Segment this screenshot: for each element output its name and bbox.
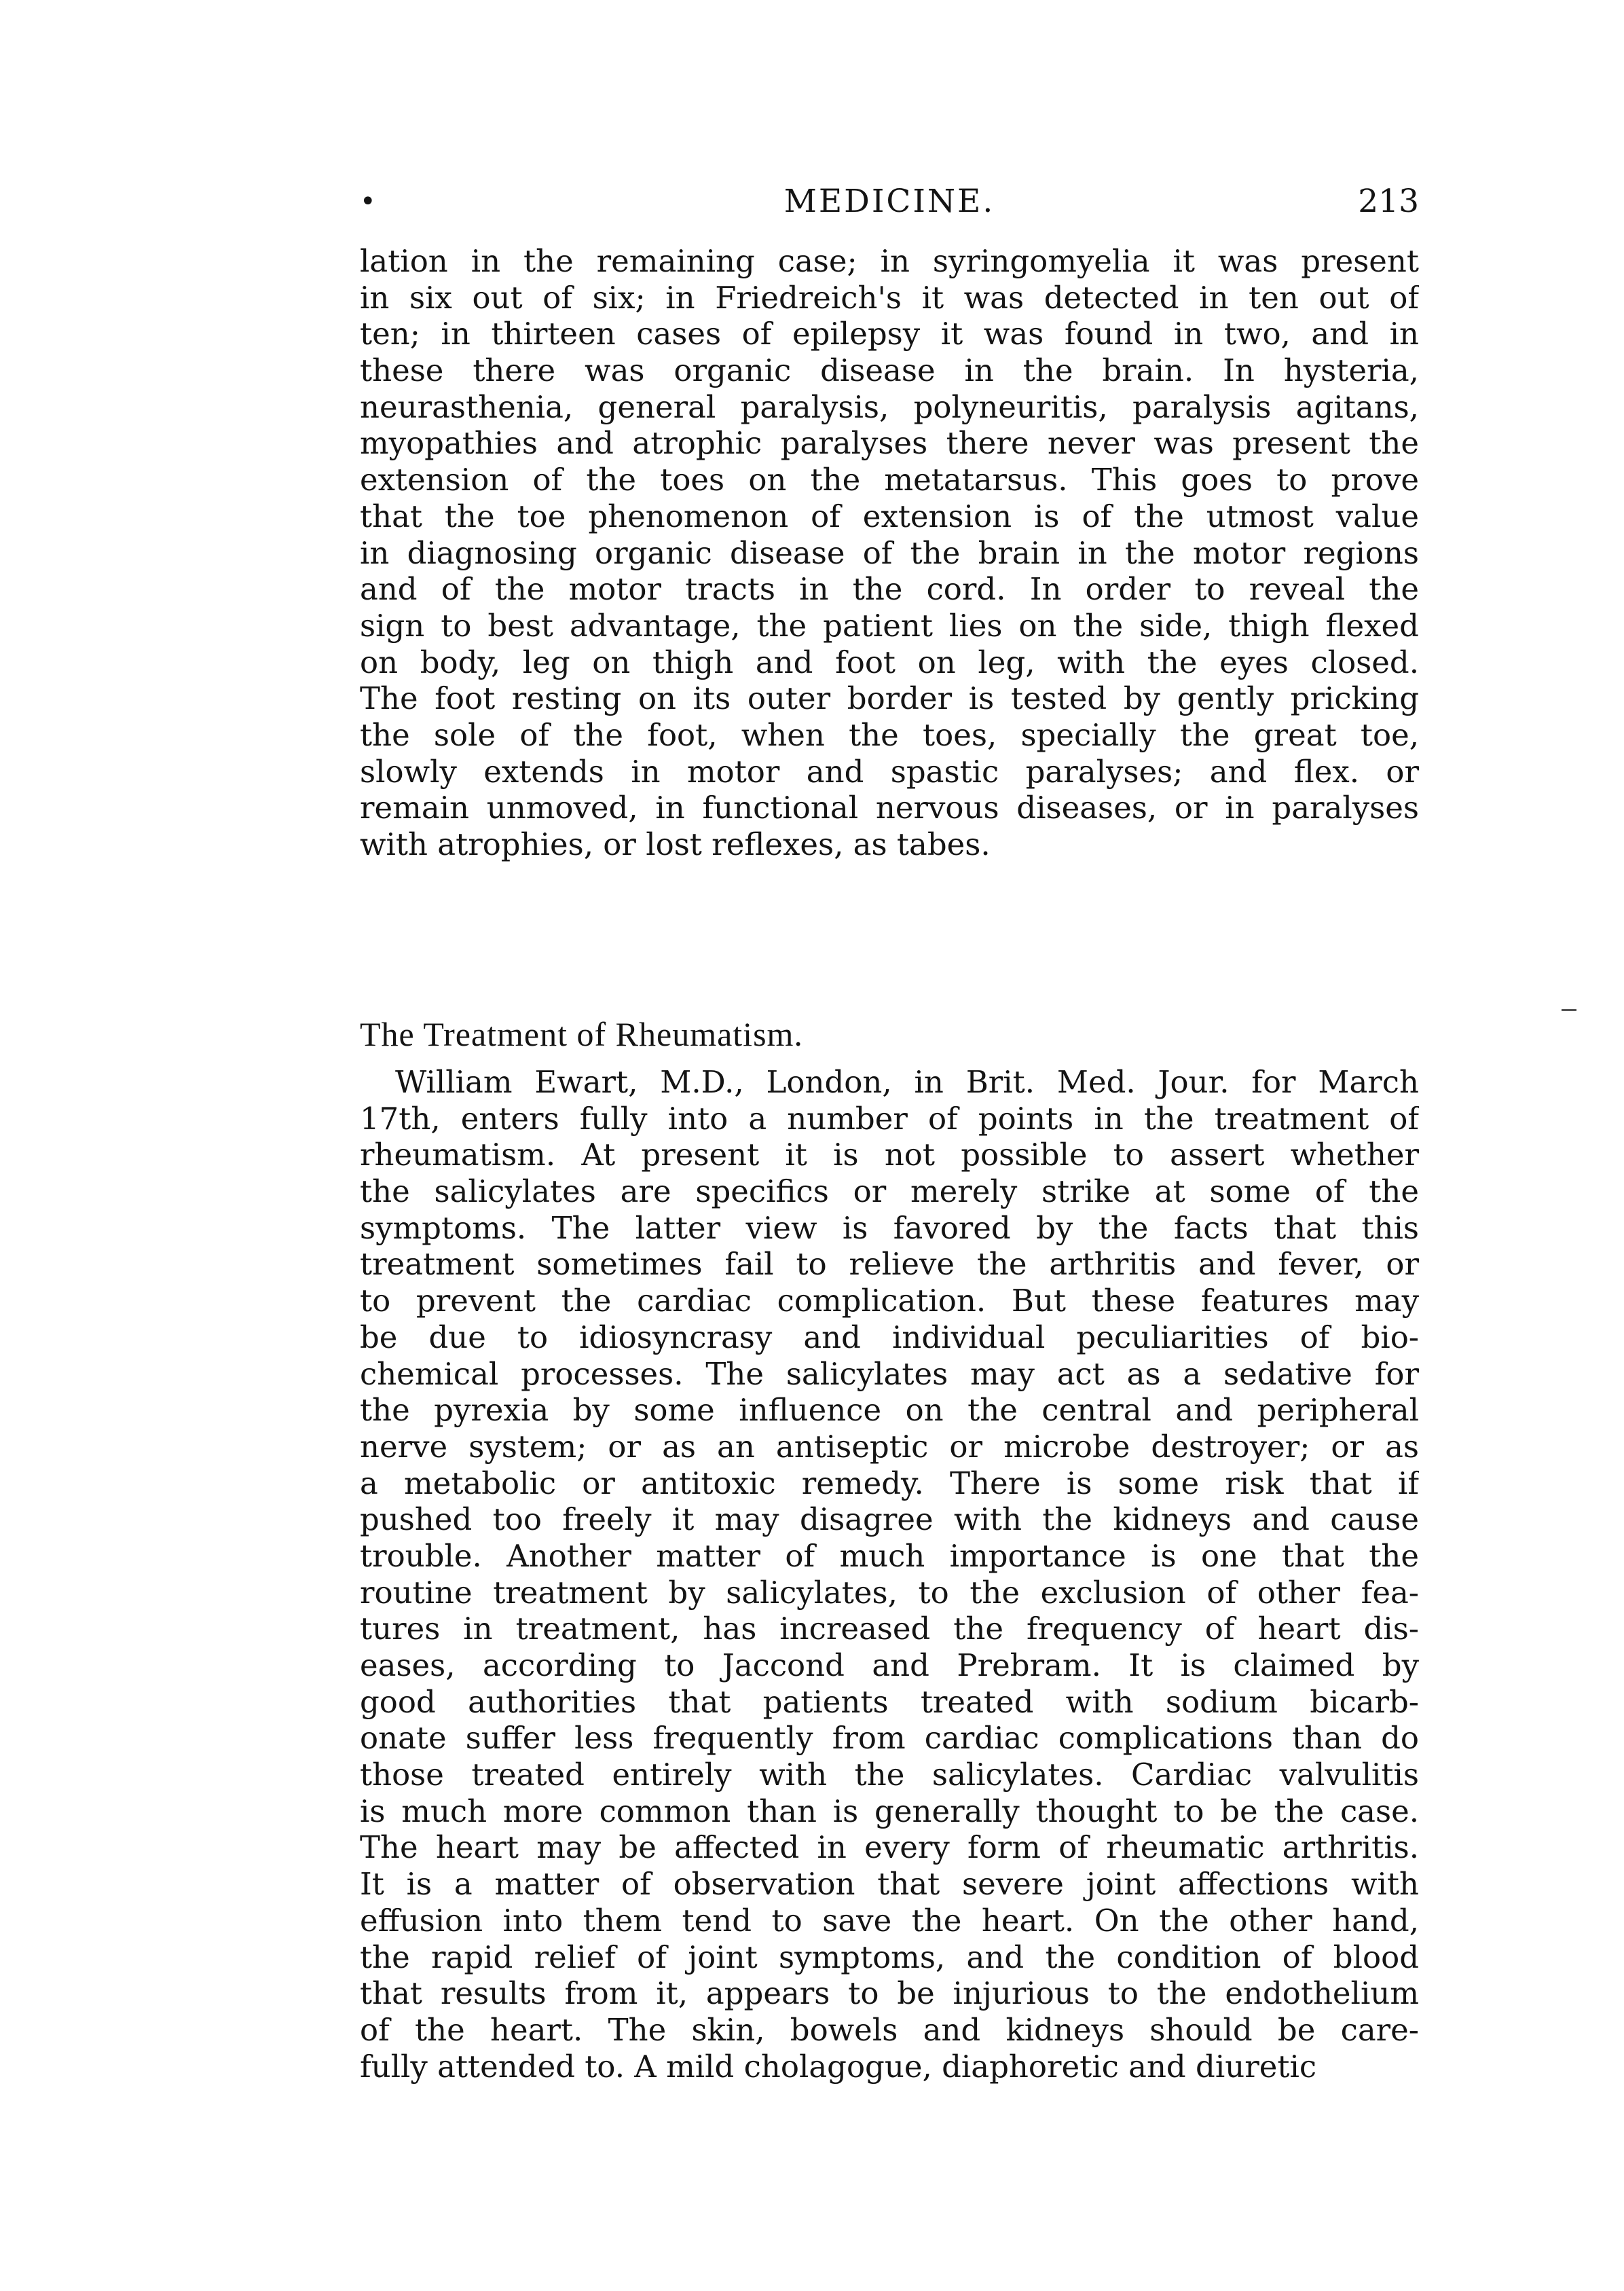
text-line: to prevent the cardiac complication. But these features may [360, 1283, 1419, 1319]
text-line: trouble. Another matter of much importance is one that the [360, 1537, 1419, 1574]
header-bullet: • [360, 186, 376, 217]
text-line: The foot resting on its outer border is tested by gently pricking [360, 680, 1419, 717]
text-line: with atrophies, or lost reflexes, as tabes. [360, 826, 991, 862]
text-line: a metabolic or antitoxic remedy. There is some risk that if [360, 1465, 1419, 1501]
text-line: symptoms. The latter view is favored by the facts that this [360, 1209, 1419, 1246]
text-line: remain unmoved, in functional nervous diseases, or in paralyses [360, 790, 1419, 826]
text-line: William Ewart, M.D., London, in Brit. Med. Jour. for March [395, 1064, 1419, 1100]
text-line: rheumatism. At present it is not possible to assert whether [360, 1137, 1419, 1173]
page-number: 213 [1358, 183, 1419, 220]
text-line: is much more common than is generally thought to be the case. [360, 1793, 1419, 1829]
text-line: routine treatment by salicylates, to the exclusion of other fea- [360, 1574, 1419, 1611]
text-line: that the toe phenomenon of extension is of the utmost value [360, 498, 1419, 534]
text-line: slowly extends in motor and spastic paralyses; and flex. or [360, 753, 1419, 790]
text-line: onate suffer less frequently from cardiac complications than do [360, 1720, 1419, 1757]
text-line: neurasthenia, general paralysis, polyneuritis, paralysis agitans, [360, 388, 1419, 425]
text-line: fully attended to. A mild cholagogue, diaphoretic and diuretic [360, 2048, 1317, 2085]
text-line: and of the motor tracts in the cord. In order to reveal the [360, 571, 1419, 608]
text-line: chemical processes. The salicylates may act as a sedative for [360, 1355, 1419, 1392]
text-line: the salicylates are specifics or merely strike at some of the [360, 1173, 1419, 1210]
text-line: sign to best advantage, the patient lies on the side, thigh flexed [360, 607, 1419, 644]
running-head: MEDICINE. [783, 183, 995, 220]
section-title: The Treatment of Rheumatism. [360, 1015, 803, 1053]
paragraph-rheumatism [360, 1064, 1419, 2085]
text-line: on body, leg on thigh and foot on leg, with the eyes closed. [360, 644, 1419, 680]
text-line: lation in the remaining case; in syringomyelia it was present [360, 243, 1419, 279]
text-line: tures in treatment, has increased the frequency of heart dis- [360, 1611, 1419, 1647]
text-line: eases, according to Jaccond and Prebram. It is claimed by [360, 1647, 1419, 1683]
text-line: in diagnosing organic disease of the brain in the motor regions [360, 534, 1419, 571]
text-line: effusion into them tend to save the heart. On the other hand, [360, 1902, 1419, 1939]
text-line: of the heart. The skin, bowels and kidneys should be care- [360, 2011, 1419, 2048]
text-line: in six out of six; in Friedreich's it was detected in ten out of [360, 279, 1419, 316]
text-line: the pyrexia by some influence on the central and peripheral [360, 1392, 1419, 1429]
paragraph-toe-phenomenon [360, 243, 1419, 863]
text-line: good authorities that patients treated with sodium bicarb- [360, 1683, 1419, 1720]
text-line: the sole of the foot, when the toes, specially the great toe, [360, 716, 1419, 753]
text-line: these there was organic disease in the brain. In hysteria, [360, 352, 1419, 389]
text-line: It is a matter of observation that severe joint affections with [360, 1866, 1419, 1903]
text-line: nerve system; or as an antiseptic or microbe destroyer; or as [360, 1428, 1419, 1465]
text-line: be due to idiosyncrasy and individual peculiarities of bio- [360, 1319, 1419, 1355]
text-line: 17th, enters fully into a number of points in the treatment of [360, 1100, 1419, 1137]
text-line: the rapid relief of joint symptoms, and the condition of blood [360, 1939, 1419, 1975]
text-line: The heart may be affected in every form of rheumatic arthritis. [360, 1829, 1419, 1866]
page-header [360, 181, 1419, 228]
text-line: that results from it, appears to be injurious to the endothelium [360, 1975, 1419, 2012]
margin-mark [1562, 1009, 1576, 1011]
text-line: those treated entirely with the salicylates. Cardiac valvulitis [360, 1757, 1419, 1793]
text-line: pushed too freely it may disagree with the kidneys and cause [360, 1501, 1419, 1538]
text-line: treatment sometimes fail to relieve the arthritis and fever, or [360, 1246, 1419, 1283]
text-line: ten; in thirteen cases of epilepsy it was found in two, and in [360, 316, 1419, 352]
text-line: myopathies and atrophic paralyses there never was present the [360, 425, 1419, 462]
text-line: extension of the toes on the metatarsus. This goes to prove [360, 462, 1419, 498]
